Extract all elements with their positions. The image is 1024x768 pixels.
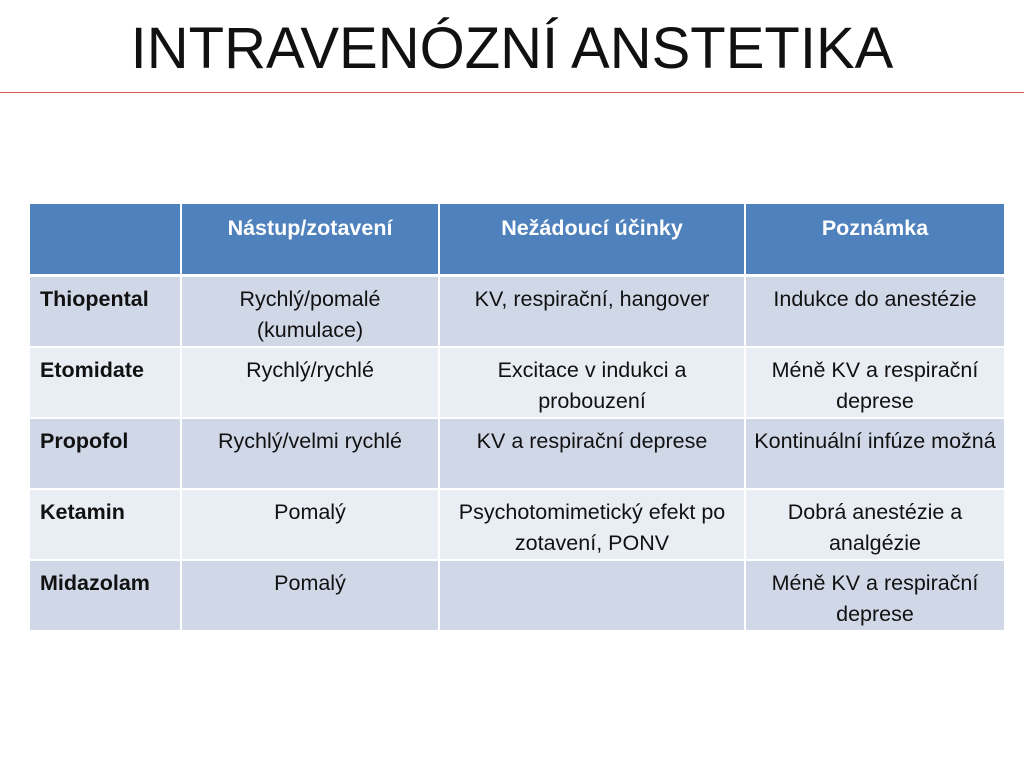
table-row	[29, 347, 1005, 418]
header-onset-recovery: Nástup/zotavení	[181, 203, 439, 275]
table-row	[29, 560, 1005, 631]
side-effects-cell: KV, respirační, hangover	[439, 275, 745, 347]
side-effects-cell: Excitace v indukci a probouzení	[439, 347, 745, 418]
note-cell: Indukce do anestézie	[745, 275, 1005, 347]
drug-name-cell: Ketamin	[29, 489, 181, 560]
side-effects-cell: KV a respirační deprese	[439, 418, 745, 489]
drug-name-cell: Thiopental	[29, 275, 181, 347]
header-empty	[29, 203, 181, 275]
drug-name-cell: Etomidate	[29, 347, 181, 418]
side-effects-cell	[439, 560, 745, 631]
onset-cell: Rychlý/rychlé	[181, 347, 439, 418]
note-cell: Kontinuální infúze možná	[745, 418, 1005, 489]
note-cell: Méně KV a respirační deprese	[745, 560, 1005, 631]
drug-name-cell: Midazolam	[29, 560, 181, 631]
table-row	[29, 418, 1005, 489]
onset-cell: Rychlý/velmi rychlé	[181, 418, 439, 489]
drug-name-cell: Propofol	[29, 418, 181, 489]
note-cell: Méně KV a respirační deprese	[745, 347, 1005, 418]
header-side-effects: Nežádoucí účinky	[439, 203, 745, 275]
onset-cell: Rychlý/pomalé (kumulace)	[181, 275, 439, 347]
table-row	[29, 275, 1005, 347]
note-cell: Dobrá anestézie a analgézie	[745, 489, 1005, 560]
onset-cell: Pomalý	[181, 489, 439, 560]
table-row	[29, 489, 1005, 560]
anesthetics-table	[28, 202, 1006, 632]
onset-cell: Pomalý	[181, 560, 439, 631]
table-header-row	[29, 203, 1005, 275]
side-effects-cell: Psychotomimetický efekt po zotavení, PONV	[439, 489, 745, 560]
header-note: Poznámka	[745, 203, 1005, 275]
slide-title: INTRAVENÓZNÍ ANSTETIKA	[130, 16, 894, 81]
title-divider	[0, 92, 1024, 93]
